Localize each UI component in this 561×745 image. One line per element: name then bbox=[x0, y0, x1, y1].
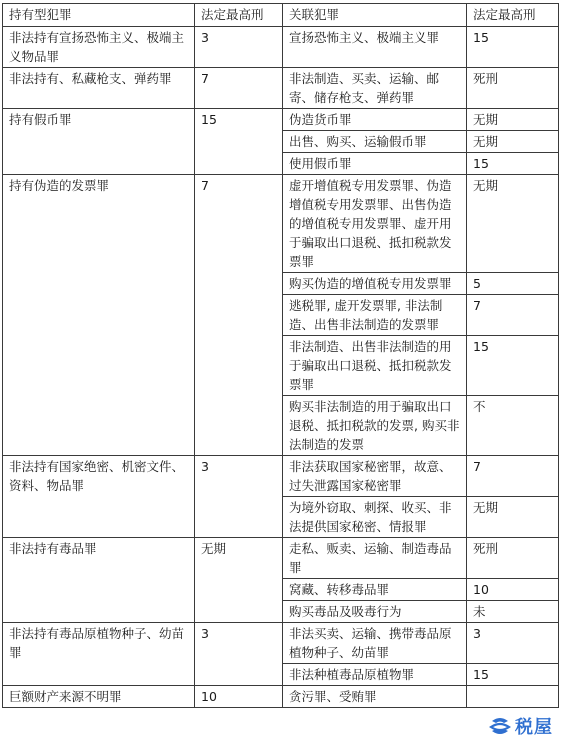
related-max-cell: 15 bbox=[467, 27, 559, 68]
related-max-cell: 7 bbox=[467, 456, 559, 497]
related-max-cell: 7 bbox=[467, 295, 559, 336]
max-penalty-cell: 7 bbox=[195, 68, 283, 109]
related-crime-cell: 非法买卖、运输、携带毒品原植物种子、幼苗罪 bbox=[283, 623, 467, 664]
table-row bbox=[3, 456, 559, 497]
related-max-cell: 无期 bbox=[467, 131, 559, 153]
header-holding-crime: 持有型犯罪 bbox=[3, 4, 195, 27]
holding-crime-cell: 非法持有国家绝密、机密文件、资料、物品罪 bbox=[3, 456, 195, 538]
table-header-row bbox=[3, 4, 559, 27]
crime-penalty-table bbox=[2, 3, 559, 708]
related-crime-cell: 购买伪造的增值税专用发票罪 bbox=[283, 273, 467, 295]
related-crime-cell: 逃税罪, 虚开发票罪, 非法制造、出售非法制造的发票罪 bbox=[283, 295, 467, 336]
holding-crime-cell: 持有伪造的发票罪 bbox=[3, 175, 195, 456]
related-crime-cell: 非法种植毒品原植物罪 bbox=[283, 664, 467, 686]
related-max-cell: 不 bbox=[467, 396, 559, 456]
holding-crime-cell: 非法持有毒品罪 bbox=[3, 538, 195, 623]
related-crime-cell: 非法获取国家秘密罪，故意、过失泄露国家秘密罪 bbox=[283, 456, 467, 497]
holding-crime-cell: 持有假币罪 bbox=[3, 109, 195, 175]
related-crime-cell: 购买毒品及吸毒行为 bbox=[283, 601, 467, 623]
related-crime-cell: 使用假币罪 bbox=[283, 153, 467, 175]
max-penalty-cell: 无期 bbox=[195, 538, 283, 623]
related-crime-cell: 购买非法制造的用于骗取出口退税、抵扣税款的发票, 购买非法制造的发票 bbox=[283, 396, 467, 456]
related-max-cell: 15 bbox=[467, 336, 559, 396]
related-max-cell: 无期 bbox=[467, 497, 559, 538]
max-penalty-cell: 15 bbox=[195, 109, 283, 175]
header-related-max-penalty: 法定最高刑 bbox=[467, 4, 559, 27]
related-max-cell: 3 bbox=[467, 623, 559, 664]
table-row bbox=[3, 175, 559, 273]
related-crime-cell: 出售、购买、运输假币罪 bbox=[283, 131, 467, 153]
related-crime-cell: 非法制造、出售非法制造的用于骗取出口退税、抵扣税款发票罪 bbox=[283, 336, 467, 396]
related-max-cell: 15 bbox=[467, 153, 559, 175]
table-row bbox=[3, 68, 559, 109]
table-row bbox=[3, 109, 559, 131]
related-crime-cell: 非法制造、买卖、运输、邮寄、储存枪支、弹药罪 bbox=[283, 68, 467, 109]
related-max-cell: 10 bbox=[467, 579, 559, 601]
watermark bbox=[486, 711, 557, 741]
table-row bbox=[3, 623, 559, 664]
related-crime-cell: 为境外窃取、刺探、收买、非法提供国家秘密、情报罪 bbox=[283, 497, 467, 538]
related-max-cell: 15 bbox=[467, 664, 559, 686]
shuiwu-logo-icon bbox=[488, 715, 512, 737]
related-crime-cell: 贪污罪、受贿罪 bbox=[283, 686, 467, 708]
holding-crime-cell: 非法持有、私藏枪支、弹药罪 bbox=[3, 68, 195, 109]
max-penalty-cell: 3 bbox=[195, 27, 283, 68]
table-row bbox=[3, 538, 559, 579]
holding-crime-cell: 非法持有毒品原植物种子、幼苗罪 bbox=[3, 623, 195, 686]
related-max-cell: 无期 bbox=[467, 109, 559, 131]
max-penalty-cell: 7 bbox=[195, 175, 283, 456]
related-max-cell: 死刑 bbox=[467, 538, 559, 579]
related-max-cell: 死刑 bbox=[467, 68, 559, 109]
related-crime-cell: 虚开增值税专用发票罪、伪造增值税专用发票罪、出售伪造的增值税专用发票罪、虚开用于骗取出口退税、抵扣税款发票罪 bbox=[283, 175, 467, 273]
holding-crime-cell: 非法持有宣扬恐怖主义、极端主义物品罪 bbox=[3, 27, 195, 68]
related-max-cell: 未 bbox=[467, 601, 559, 623]
max-penalty-cell: 3 bbox=[195, 456, 283, 538]
holding-crime-cell: 巨额财产来源不明罪 bbox=[3, 686, 195, 708]
max-penalty-cell: 3 bbox=[195, 623, 283, 686]
related-max-cell bbox=[467, 686, 559, 708]
related-max-cell: 无期 bbox=[467, 175, 559, 273]
max-penalty-cell: 10 bbox=[195, 686, 283, 708]
table-row bbox=[3, 686, 559, 708]
related-crime-cell: 伪造货币罪 bbox=[283, 109, 467, 131]
related-crime-cell: 窝藏、转移毒品罪 bbox=[283, 579, 467, 601]
related-max-cell: 5 bbox=[467, 273, 559, 295]
related-crime-cell: 宣扬恐怖主义、极端主义罪 bbox=[283, 27, 467, 68]
watermark-text: 税屋 bbox=[515, 717, 553, 738]
header-related-crime: 关联犯罪 bbox=[283, 4, 467, 27]
related-crime-cell: 走私、贩卖、运输、制造毒品罪 bbox=[283, 538, 467, 579]
table-row bbox=[3, 27, 559, 68]
header-max-penalty: 法定最高刑 bbox=[195, 4, 283, 27]
